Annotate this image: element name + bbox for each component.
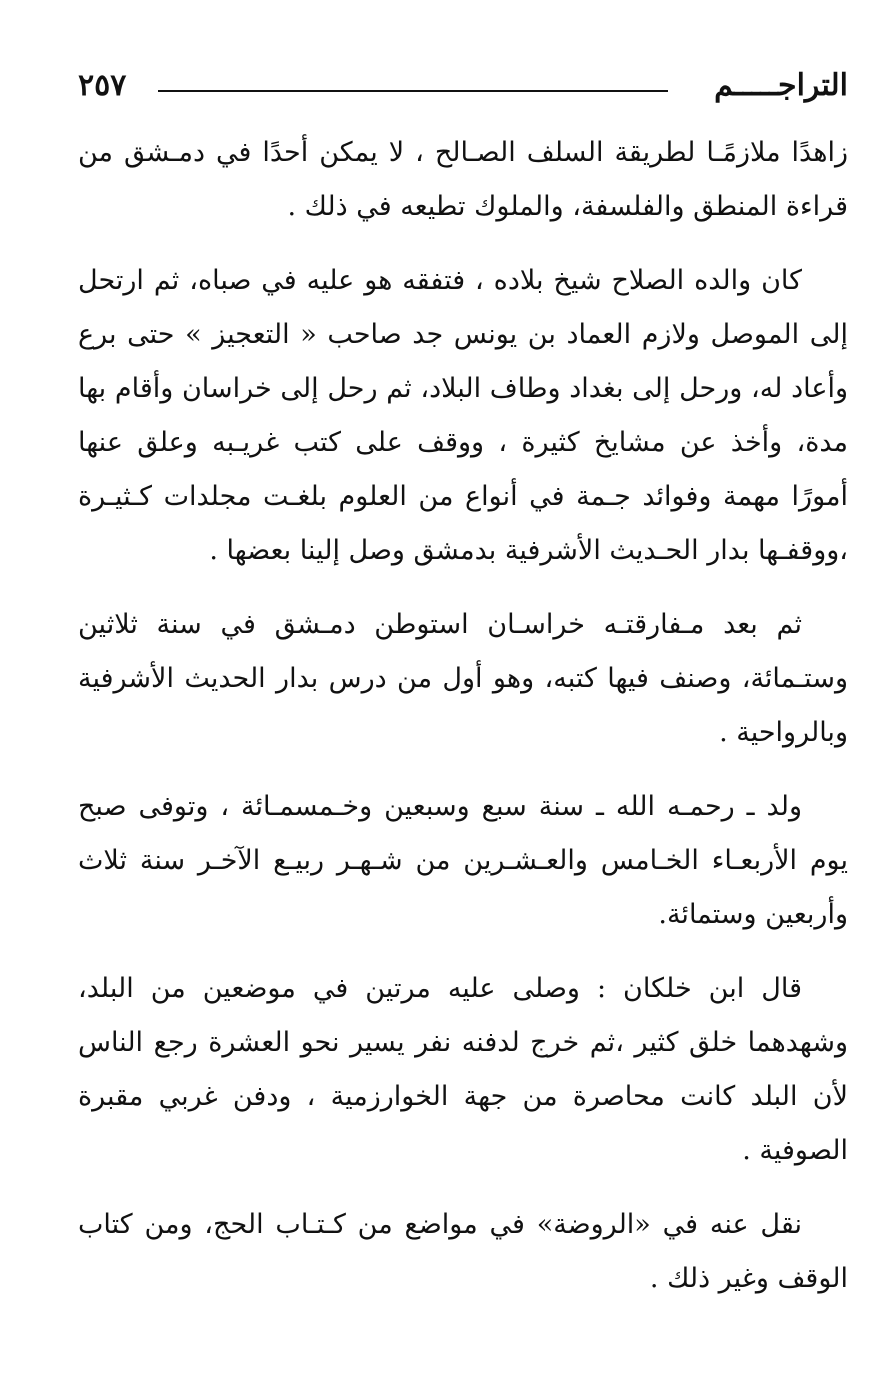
paragraph-continuation: زاهدًا ملازمًـا لطريقة السلف الصـالح ، لا يمكن أحدًا في دمـشق من قراءة المنطق والفلسفة، والملوك تطيعه في ذلك .	[78, 137, 848, 222]
chapter-title: التراجـــــم	[714, 68, 848, 103]
paragraph-ibn-khallikan: قال ابن خلكان : وصلى عليه مرتين في موضعين من البلد، وشهدهما خلق كثير ،ثم خرج لدفنه نفر يسير نحو العشرة رجع الناس لأن البلد كانت محاصرة من جهة الخوارزمية ، ودفن غربي مقبرة الصوفية .	[78, 973, 848, 1166]
paragraph-citation: نقل عنه في «الروضة» في مواضع من كـتـاب الحج، ومن كتاب الوقف وغير ذلك .	[78, 1209, 848, 1294]
body-text	[78, 126, 848, 1326]
header-rule	[158, 90, 668, 92]
paragraph-education: كان والده الصلاح شيخ بلاده ، فتفقه هو عليه في صباه، ثم ارتحل إلى الموصل ولازم العماد بن يونس جد صاحب « التعجيز » حتى برع وأعاد له، ورحل إلى بغداد وطاف البلاد، ثم رحل إلى خراسان وأقام بها مدة، وأخذ عن مشايخ كثيرة ، ووقف على كتب غريـبه وعلق عنها أمورًا مهمة وفوائد جـمة في أنواع من العلوم بلغـت مجلدات كـثيـرة ،ووقفـها بدار الحـديث الأشرفية بدمشق وصل إلينا بعضها .	[78, 265, 848, 566]
paragraph-damascus: ثم بعد مـفارقتـه خراسـان استوطن دمـشق في سنة ثلاثين وستـمائة، وصنف فيها كتبه، وهو أول من درس بدار الحديث الأشرفية وبالرواحية .	[78, 609, 848, 748]
running-header	[78, 62, 848, 112]
page-number: ٢٥٧	[78, 68, 127, 103]
paragraph-birth-death: ولد ـ رحمـه الله ـ سنة سبع وسبعين وخـمسمـائة ، وتوفى صبح يوم الأربعـاء الخـامس والعـشـرين من شـهـر ربيـع الآخـر سنة ثلاث وأربعين وستمائة.	[78, 791, 848, 930]
